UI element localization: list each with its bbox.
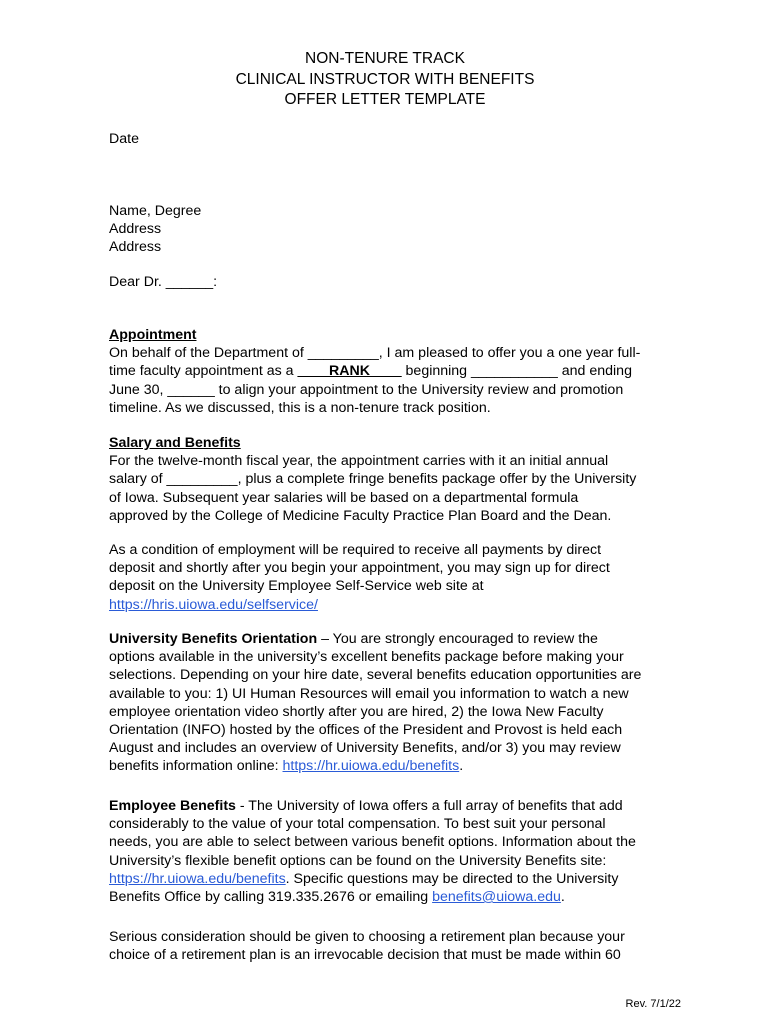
employee-benefits-line: considerably to the value of your total compensation. To best suit your personal xyxy=(109,816,606,833)
benefits-email-link[interactable]: benefits@uiowa.edu xyxy=(432,889,561,906)
employee-benefits-line: needs, you are able to select between various benefit options. Information about the xyxy=(109,834,636,851)
title-line-1: NON-TENURE TRACK xyxy=(305,50,465,67)
salutation xyxy=(109,273,679,291)
orientation-text: – You are strongly encouraged to review the xyxy=(317,631,598,647)
appointment-line xyxy=(109,362,679,380)
salary-heading: Salary and Benefits xyxy=(109,435,241,451)
benefits-site-link[interactable]: https://hr.uiowa.edu/benefits xyxy=(109,870,286,887)
date-label: Date xyxy=(109,131,139,147)
orientation-text: . xyxy=(459,758,464,775)
appointment-line: timeline. As we discussed, this is a non-tenure track position. xyxy=(109,399,491,416)
orientation-line: August and includes an overview of University Benefits, and/or 3) you may review xyxy=(109,740,621,757)
document-title xyxy=(0,49,770,111)
orientation-line: options available in the university’s excellent benefits package before making your xyxy=(109,649,624,666)
orientation-line: selections. Depending on your hire date, several benefits education opportunities are xyxy=(109,667,642,684)
salary-section xyxy=(109,434,679,525)
deposit-line: deposit on the University Employee Self-Service web site at xyxy=(109,578,484,595)
appointment-line: On behalf of the Department of _________, I am pleased to offer you a one year full- xyxy=(109,345,641,362)
orientation-line xyxy=(109,630,679,648)
employee-benefits-heading: Employee Benefits xyxy=(109,798,236,814)
recipient-address-line-2: Address xyxy=(109,239,162,256)
recipient-address-line-1: Address xyxy=(109,221,162,238)
title-line-2: CLINICAL INSTRUCTOR WITH BENEFITS xyxy=(235,70,535,88)
deposit-line: deposit and shortly after you begin your appointment, you may sign up for direct xyxy=(109,560,610,577)
employee-benefits-line: University’s flexible benefit options can be found on the University Benefits site: xyxy=(109,852,607,869)
selfservice-link[interactable]: https://hris.uiowa.edu/selfservice/ xyxy=(109,596,318,613)
appointment-section xyxy=(109,326,679,417)
revision-footer: Rev. 7/1/22 xyxy=(625,998,681,1010)
orientation-line xyxy=(109,757,679,775)
deposit-link-line xyxy=(109,596,679,614)
employee-benefits-line xyxy=(109,797,679,815)
date-field xyxy=(109,130,679,148)
salary-line: For the twelve-month fiscal year, the appointment carries with it an initial annual xyxy=(109,453,609,470)
salary-line: salary of _________, plus a complete fringe benefits package offer by the University xyxy=(109,471,637,488)
orientation-section xyxy=(109,630,679,776)
retirement-paragraph xyxy=(109,928,679,964)
recipient-name: Name, Degree xyxy=(109,203,202,219)
retirement-line: Serious consideration should be given to choosing a retirement plan because your xyxy=(109,929,625,945)
appointment-line: June 30, ______ to align your appointment to the University review and promotion xyxy=(109,381,624,398)
employee-benefits-line xyxy=(109,888,679,906)
employee-benefits-line xyxy=(109,870,679,888)
appointment-text: time faculty appointment as a xyxy=(109,363,298,380)
salary-line: of Iowa. Subsequent year salaries will be based on a departmental formula xyxy=(109,489,579,506)
orientation-text: benefits information online: xyxy=(109,758,283,775)
appointment-text: beginning ___________ and ending xyxy=(401,363,632,380)
retirement-line: choice of a retirement plan is an irrevocable decision that must be made within 60 xyxy=(109,947,621,964)
rank-placeholder: ____RANK____ xyxy=(297,363,402,380)
orientation-line: Orientation (INFO) hosted by the offices of the President and Provost is held each xyxy=(109,722,623,739)
employee-benefits-text: . xyxy=(560,889,565,906)
orientation-line: employee orientation video shortly after you are hired, 2) the Iowa New Faculty xyxy=(109,703,604,720)
employee-benefits-text: . Specific questions may be directed to the University xyxy=(285,870,619,887)
orientation-heading: University Benefits Orientation xyxy=(109,631,318,647)
deposit-line: As a condition of employment will be required to receive all payments by direct xyxy=(109,542,602,558)
benefits-link[interactable]: https://hr.uiowa.edu/benefits xyxy=(282,758,460,775)
employee-benefits-text: Benefits Office by calling 319.335.2676 or emailing xyxy=(109,889,433,906)
salutation-text: Dear Dr. ______: xyxy=(109,274,218,290)
employee-benefits-section xyxy=(109,797,679,906)
title-line-3: OFFER LETTER TEMPLATE xyxy=(284,91,486,108)
orientation-line: available to you: 1) UI Human Resources will email you information to watch a new xyxy=(109,685,629,702)
employee-benefits-text: - The University of Iowa offers a full array of benefits that add xyxy=(235,798,623,814)
recipient-address-block xyxy=(109,202,679,257)
direct-deposit-paragraph xyxy=(109,541,679,614)
appointment-heading: Appointment xyxy=(109,327,197,343)
salary-line: approved by the College of Medicine Faculty Practice Plan Board and the Dean. xyxy=(109,507,612,524)
